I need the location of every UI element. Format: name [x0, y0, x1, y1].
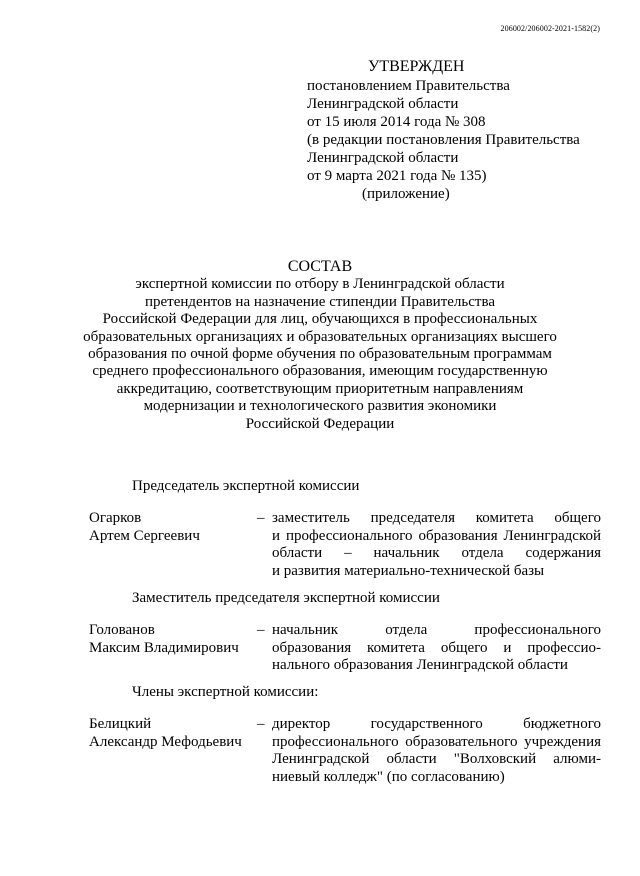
duty-line: ниевый колледж" (по согласованию) — [272, 768, 505, 785]
approval-line: Ленинградской области — [307, 150, 459, 166]
composition-line: Российской Федерации для лиц, обучающихся в профессиональных — [102, 311, 538, 328]
document-number: 206002/206002-2021-1582(2) — [500, 24, 600, 33]
approval-line: от 15 июля 2014 года № 308 — [307, 114, 486, 130]
duty-line: и развития материально-технической базы — [272, 562, 545, 579]
member-duty — [272, 622, 601, 675]
member-duty — [272, 510, 601, 580]
section-heading-members: Члены экспертной комиссии: — [132, 684, 319, 700]
approval-line: постановлением Правительства — [307, 78, 510, 94]
member-dash: – — [257, 716, 265, 732]
duty-line: Ленинградской области "Волховский алюми- — [272, 751, 601, 768]
duty-line: и профессионального образования Ленинградской — [272, 527, 601, 544]
member-dash: – — [257, 510, 265, 526]
approval-line: Ленинградской области — [307, 96, 459, 112]
member-surname: Голованов — [89, 622, 155, 638]
duty-line: образования комитета общего и профессио- — [272, 639, 601, 656]
section-heading-chairman: Председатель экспертной комиссии — [132, 478, 360, 494]
composition-line: экспертной комиссии по отбору в Ленинградской области — [135, 276, 505, 293]
composition-title-block — [80, 258, 560, 433]
composition-line: претендентов на назначение стипендии Правительства — [144, 293, 495, 310]
member-name — [89, 510, 200, 545]
duty-line: директор государственного бюджетного — [272, 716, 601, 732]
member-duty — [272, 716, 601, 786]
member-surname: Белицкий — [89, 716, 152, 732]
duty-line: нального образования Ленинградской области — [272, 657, 568, 674]
approval-line: (приложение) — [362, 186, 450, 202]
composition-line: образовательных организациях и образовательных организациях высшего — [83, 328, 557, 345]
member-name — [89, 716, 242, 751]
composition-heading: СОСТАВ — [287, 258, 353, 275]
composition-line: модернизации и технологического развития экономики — [143, 398, 497, 415]
approval-line: от 9 марта 2021 года № 135) — [307, 168, 487, 184]
duty-line: области – начальник отдела содержания — [272, 545, 601, 562]
composition-line: аккредитацию, соответствующим приоритетным направлениям — [116, 380, 524, 397]
member-surname: Огарков — [89, 510, 142, 526]
member-given-names: Александр Мефодьевич — [89, 733, 242, 750]
duty-line: заместитель председателя комитета общего — [272, 510, 601, 526]
composition-line: образования по очной форме обучения по образовательным программам — [88, 346, 552, 363]
duty-line: профессионального образовательного учреждения — [272, 733, 601, 750]
composition-line: среднего профессионального образования, имеющим государственную — [92, 363, 548, 380]
member-dash: – — [257, 622, 265, 638]
approval-title: УТВЕРЖДЕН — [368, 58, 465, 75]
composition-line: Российской Федерации — [245, 415, 395, 432]
member-name — [89, 622, 239, 657]
approval-line: (в редакции постановления Правительства — [307, 132, 580, 148]
member-given-names: Артем Сергеевич — [89, 527, 200, 544]
duty-line: начальник отдела профессионального — [272, 622, 601, 638]
member-given-names: Максим Владимирович — [89, 639, 239, 656]
section-heading-deputy: Заместитель председателя экспертной комиссии — [132, 590, 440, 606]
